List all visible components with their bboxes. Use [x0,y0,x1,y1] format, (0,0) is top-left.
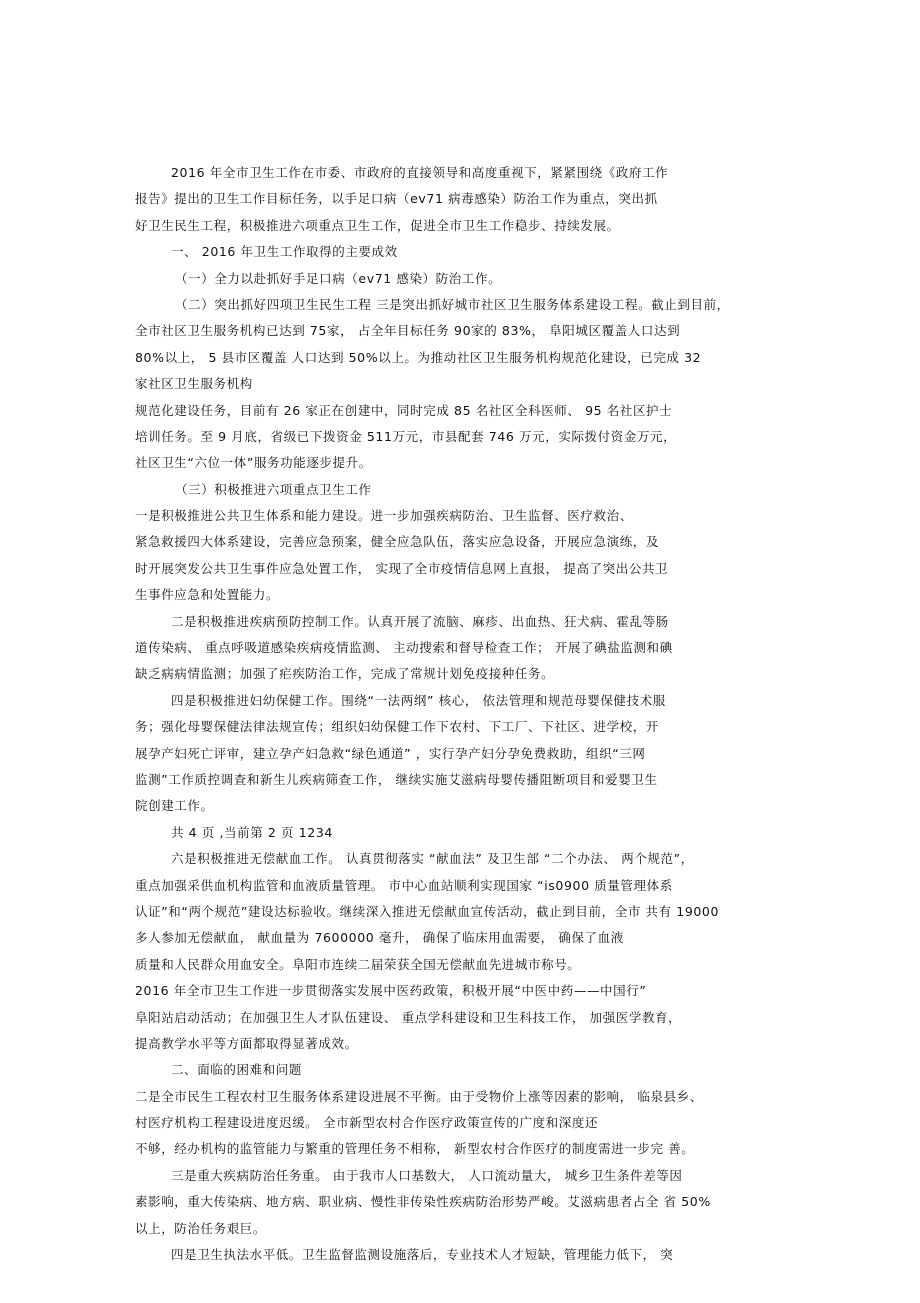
paragraph-line: 道传染病、 重点呼吸道感染疾病疫情监测、 主动搜索和督导检查工作； 开展了碘盐监测和碘 [135,640,673,656]
paragraph-line: 紧急救援四大体系建设，完善应急预案，健全应急队伍，落实应急设备，开展应急演练，及 [135,534,660,550]
paragraph-line: 展孕产妇死亡评审，建立孕产妇急救“绿色通道” ，实行孕产妇分孕免费救助，组织“三网 [135,745,646,761]
paragraph-line: 院创建工作。 [135,798,214,814]
paragraph-line: 生事件应急和处置能力。 [135,587,280,603]
paragraph-line: 认证”和“两个规范”建设达标验收。继续深入推进无偿献血宣传活动，截止到目前，全市 共有 19000 [135,903,720,919]
paragraph-line: 不够，经办机构的监管能力与繁重的管理任务不相称， 新型农村合作医疗的制度需进一步完 善。 [135,1141,695,1157]
page-indicator: 共 4 页 ,当前第 2 页 1234 [171,824,333,840]
paragraph-line: 一是积极推进公共卫生体系和能力建设。进一步加强疾病防治、卫生监督、医疗救治、 [135,508,633,524]
paragraph-line: 规范化建设任务，目前有 26 家正在创建中，同时完成 85 名社区全科医师、 95 名社区护士 [135,402,673,418]
paragraph-line: （二）突出抓好四项卫生民生工程 三是突出抓好城市社区卫生服务体系建设工程。截止到目前， [175,296,730,312]
paragraph-line: 报告》提出的卫生工作目标任务，以手足口病（ev71 病毒感染）防治工作为重点，突出抓 [135,191,658,207]
paragraph-line: 三是重大疾病防治任务重。 由于我市人口基数大， 人口流动量大， 城乡卫生条件差等因 [171,1167,683,1183]
paragraph-line: 村医疗机构工程建设进度迟缓。 全市新型农村合作医疗政策宣传的广度和深度还 [135,1115,599,1131]
paragraph-line: 2016 年全市卫生工作进一步贯彻落实发展中医药政策，积极开展“中医中药——中国行” [135,983,647,999]
paragraph-line: 质量和人民群众用血安全。阜阳市连续二届荣获全国无偿献血先进城市称号。 [135,956,581,972]
paragraph-line: 2016 年全市卫生工作在市委、市政府的直接领导和高度重视下，紧紧围绕《政府工作 [171,165,669,180]
document-body [135,160,795,1268]
paragraph-line: 培训任务。至 9 月底，省级已下拨资金 511万元，市县配套 746 万元，实际拨付资金万元， [135,428,677,444]
paragraph-line: 社区卫生“六位一体”服务功能逐步提升。 [135,455,372,471]
paragraph-line: 以上，防治任务艰巨。 [135,1220,267,1236]
paragraph-line: 二是全市民生工程农村卫生服务体系建设进展不平衡。由于受物价上涨等因素的影响， 临泉县乡、 [135,1088,703,1104]
section-heading: 一、 2016 年卫生工作取得的主要成效 [171,244,398,260]
paragraph-line: 缺乏病病情监测；加强了疟疾防治工作，完成了常规计划免疫接种任务。 [135,666,555,682]
paragraph-line: 多人参加无偿献血， 献血量为 7600000 毫升， 确保了临床用血需要， 确保了血液 [135,930,624,946]
subsection-heading: （三）积极推进六项重点卫生工作 [175,481,372,497]
paragraph-line: 四是卫生执法水平低。卫生监督监测设施落后，专业技术人才短缺，管理能力低下， 突 [171,1247,674,1263]
paragraph-line: 六是积极推进无偿献血工作。 认真贯彻落实 “献血法” 及卫生部 “二个办法、 两个规范”， [171,851,694,867]
paragraph-line: 80%以上， 5 县市区覆盖 人口达到 50%以上。为推动社区卫生服务机构规范化建设，已完成 32 [135,349,702,365]
paragraph-line: 阜阳站启动活动；在加强卫生人才队伍建设、 重点学科建设和卫生科技工作， 加强医学教育， [135,1009,682,1025]
paragraph-line: 时开展突发公共卫生事件应急处置工作， 实现了全市疫情信息网上直报， 提高了突出公共卫 [135,560,669,576]
paragraph-line: 四是积极推进妇幼保健工作。围绕“一法两纲” 核心， 依法管理和规范母婴保健技术服 [171,692,666,708]
paragraph-line: 全市社区卫生服务机构已达到 75家， 占全年目标任务 90家的 83%， 阜阳城区覆盖人口达到 [135,323,681,339]
paragraph-line: 家社区卫生服务机构 [135,376,253,392]
paragraph-line: 好卫生民生工程，积极推进六项重点卫生工作，促进全市卫生工作稳步、持续发展。 [135,217,620,233]
subsection-heading: （一）全力以赴抓好手足口病（ev71 感染）防治工作。 [175,270,502,286]
paragraph-line: 素影响，重大传染病、地方病、职业病、慢性非传染性疾病防治形势严峻。艾滋病患者占全 省 50% [135,1194,711,1210]
paragraph-line: 监测”工作质控调查和新生儿疾病筛查工作， 继续实施艾滋病母婴传播阻断项目和爱婴卫生 [135,771,658,787]
paragraph-line: 务；强化母婴保健法律法规宣传；组织妇幼保健工作下农村、下工厂、下社区、进学校，开 [135,719,660,735]
section-heading: 二、面临的困难和问题 [171,1062,303,1078]
paragraph-line: 提高教学水平等方面都取得显著成效。 [135,1035,358,1051]
paragraph-line: 二是积极推进疾病预防控制工作。认真开展了流脑、麻疹、出血热、狂犬病、霍乱等肠 [171,613,669,629]
paragraph-line: 重点加强采供血机构监管和血液质量管理。 市中心血站顺利实现国家 “is0900 质量管理体系 [135,877,673,893]
